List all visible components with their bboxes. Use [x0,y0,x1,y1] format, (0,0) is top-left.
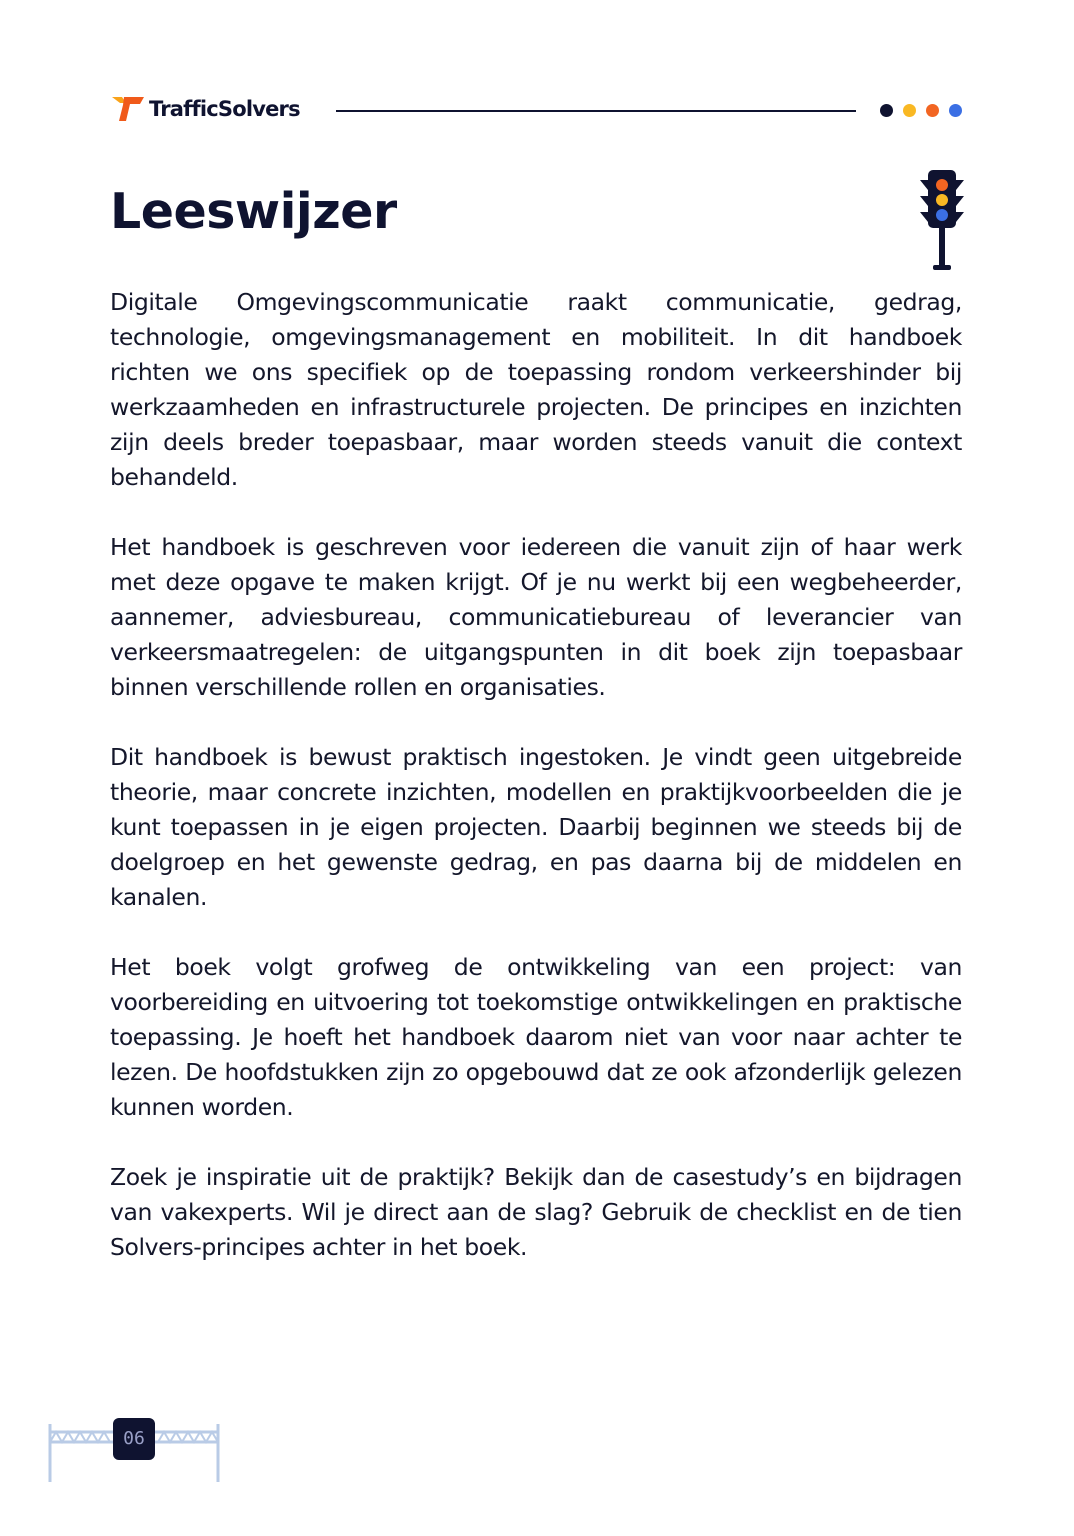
header-dots [880,104,962,117]
paragraph: Digitale Omgevingscommunicatie raakt communicatie, gedrag, technologie, omgevingsmanagement en mobiliteit. In dit handboek richten we ons specifiek op de toepassing rondom verkeershinder bij werkzaamheden en infrastructurele projecten. De principes en inzichten zijn deels breder toepasbaar, maar worden steeds vanuit die context behandeld. [110,288,962,491]
page-title: Leeswijzer [110,183,397,240]
traffic-solvers-logo-icon [110,94,146,124]
page-footer [46,1418,222,1484]
paragraph: Het boek volgt grofweg de ontwikkeling van een project: van voorbereiding en uitvoering tot toekomstige ontwikkelingen en praktische toepassing. Je hoeft het handboek daarom niet van voor naar achter te lezen. De hoofdstukken zijn zo opgebouwd dat ze ook afzonderlijk gelezen kunnen worden. [110,953,962,1121]
paragraph: Dit handboek is bewust praktisch ingestoken. Je vindt geen uitgebreide theorie, maar concrete inzichten, modellen en praktijkvoorbeelden die je kunt toepassen in je eigen projecten. Daarbij beginnen we steeds bij de doelgroep en het gewenste gedrag, en pas daarna bij de middelen en kanalen. [110,743,962,911]
dot-navy-icon [880,104,893,117]
brand-logo [110,94,300,124]
brand-name: TrafficSolvers [149,97,300,121]
paragraph: Het handboek is geschreven voor iedereen die vanuit zijn of haar werk met deze opgave te maken krijgt. Of je nu werkt bij een wegbeheerder, aannemer, adviesbureau, communicatiebureau of leverancier van verkeersmaatregelen: de uitgangspunten in dit boek zijn toepasbaar binnen verschillende rollen en organisaties. [110,533,962,701]
dot-orange-icon [926,104,939,117]
paragraph: Zoek je inspiratie uit de praktijk? Bekijk dan de casestudy’s en bijdragen van vakexperts. Wil je direct aan de slag? Gebruik de checklist en de tien Solvers-principes achter in het boek. [110,1163,962,1261]
dot-blue-icon [949,104,962,117]
body-text [110,285,962,1300]
header-divider [336,110,856,112]
page-header [110,92,962,132]
traffic-light-icon [918,168,966,272]
dot-yellow-icon [903,104,916,117]
page-number: 06 [113,1418,155,1460]
